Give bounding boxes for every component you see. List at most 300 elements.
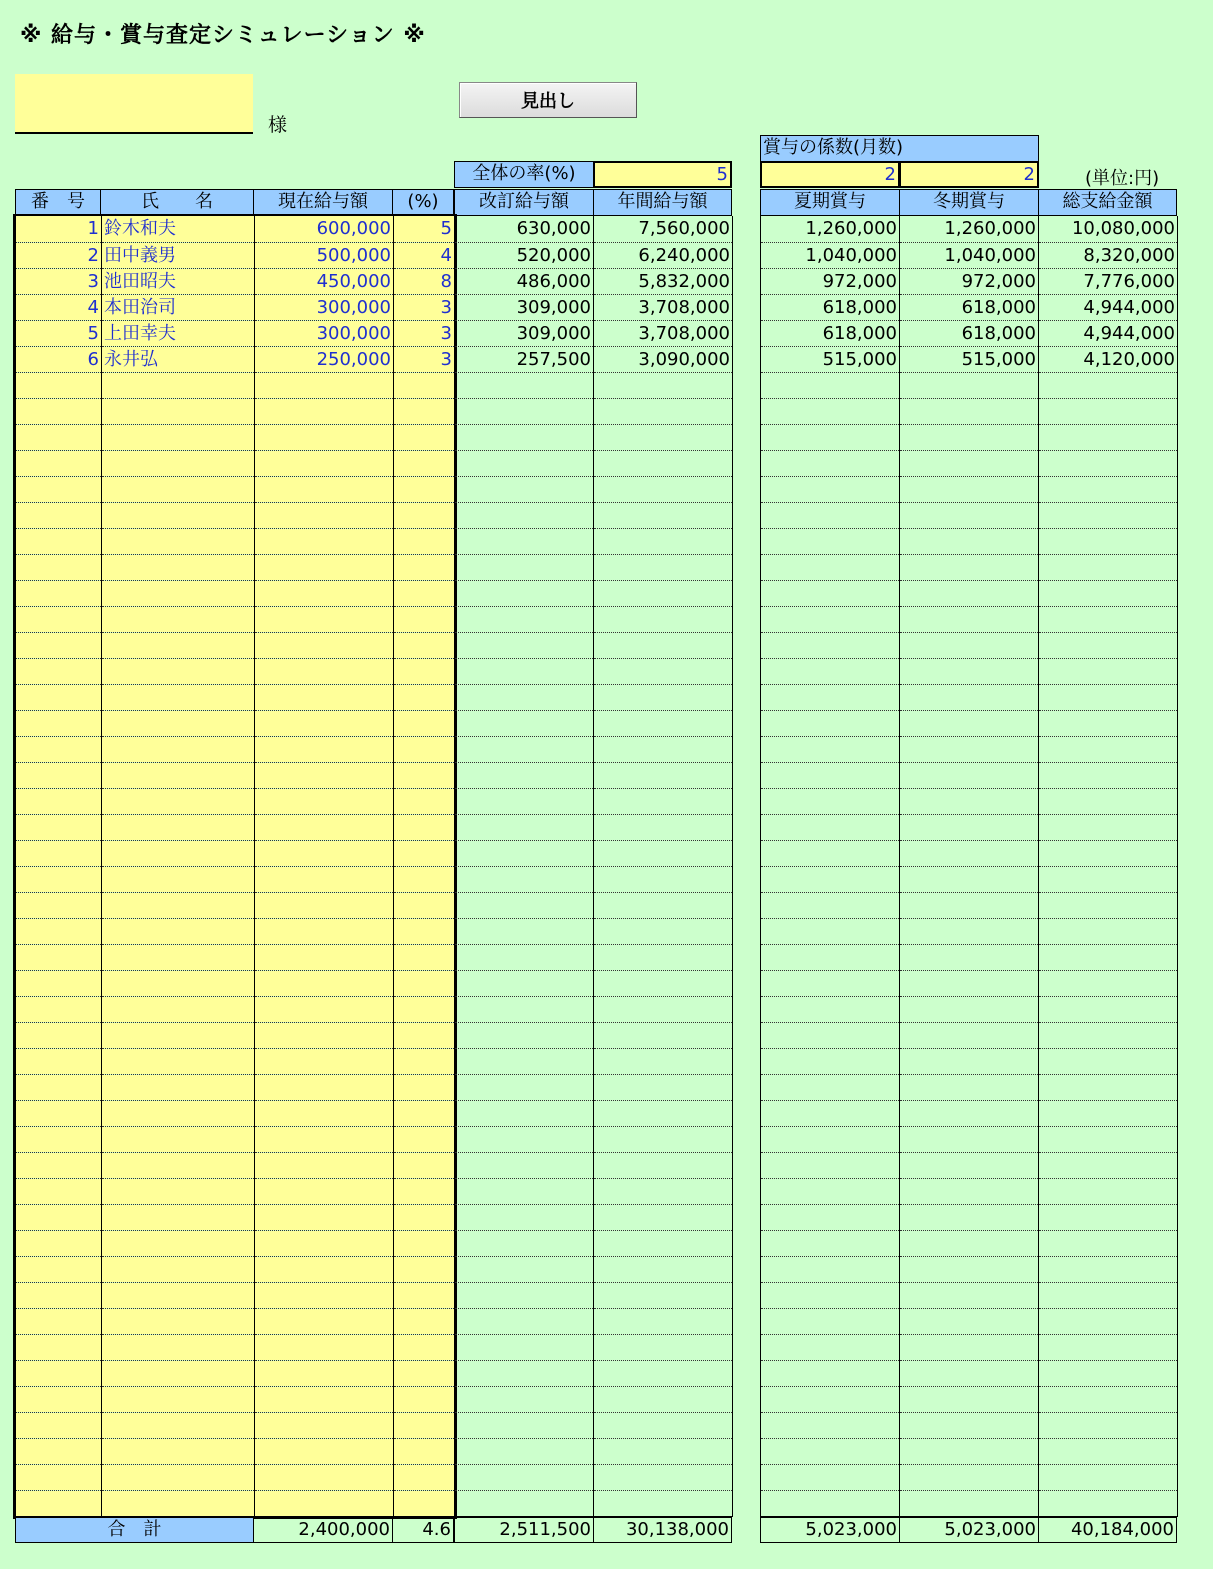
- midashi-button[interactable]: 見出し: [459, 82, 637, 118]
- current-salary-cell[interactable]: [255, 424, 394, 450]
- totals-label: 合 計: [15, 1517, 254, 1543]
- current-salary-cell[interactable]: [255, 554, 394, 580]
- table-row: [455, 1230, 733, 1256]
- raise-pct-cell[interactable]: [394, 398, 455, 424]
- current-salary-cell[interactable]: [255, 1412, 394, 1438]
- current-salary-cell[interactable]: [255, 1464, 394, 1490]
- current-salary-cell[interactable]: [255, 450, 394, 476]
- header-total-pay: 総支給金額: [1038, 189, 1177, 216]
- row-number-cell[interactable]: [16, 1464, 102, 1490]
- current-salary-cell[interactable]: [255, 1048, 394, 1074]
- winter-bonus-cell: [900, 398, 1039, 424]
- current-salary-cell[interactable]: [255, 1360, 394, 1386]
- raise-pct-cell[interactable]: [394, 1074, 455, 1100]
- annual-salary-cell: [594, 476, 733, 502]
- raise-pct-cell[interactable]: [394, 1048, 455, 1074]
- raise-pct-cell[interactable]: [394, 1256, 455, 1282]
- row-number-cell[interactable]: [16, 970, 102, 996]
- current-salary-cell[interactable]: [255, 1256, 394, 1282]
- raise-pct-cell[interactable]: [394, 1022, 455, 1048]
- table-row: [761, 1256, 1178, 1282]
- raise-pct-cell[interactable]: [394, 450, 455, 476]
- employee-name-cell[interactable]: [102, 424, 255, 450]
- table-row: [761, 372, 1178, 398]
- row-number-cell[interactable]: [16, 424, 102, 450]
- current-salary-cell[interactable]: [255, 710, 394, 736]
- row-number-cell[interactable]: [16, 450, 102, 476]
- employee-name-cell[interactable]: [102, 1100, 255, 1126]
- current-salary-cell[interactable]: [255, 1152, 394, 1178]
- table-row: [761, 710, 1178, 736]
- table-row: [761, 736, 1178, 762]
- row-number-cell[interactable]: [16, 502, 102, 528]
- table-row: [455, 294, 733, 320]
- current-salary-cell[interactable]: [255, 892, 394, 918]
- summer-bonus-cell: [761, 1360, 900, 1386]
- winter-bonus-cell: 618,000: [900, 294, 1039, 320]
- current-salary-cell[interactable]: [255, 1230, 394, 1256]
- summer-bonus-cell: [761, 1386, 900, 1412]
- current-salary-cell[interactable]: [255, 632, 394, 658]
- row-number-cell[interactable]: 4: [16, 294, 102, 320]
- summer-bonus-cell: [761, 710, 900, 736]
- current-salary-cell[interactable]: [255, 996, 394, 1022]
- current-salary-cell[interactable]: [255, 1386, 394, 1412]
- row-number-cell[interactable]: [16, 1308, 102, 1334]
- summer-bonus-cell: [761, 580, 900, 606]
- employee-name-cell[interactable]: [102, 710, 255, 736]
- total-pay-cell: 7,776,000: [1039, 268, 1178, 294]
- raise-pct-cell[interactable]: [394, 866, 455, 892]
- raise-pct-cell[interactable]: [394, 528, 455, 554]
- current-salary-cell[interactable]: [255, 866, 394, 892]
- current-salary-cell[interactable]: [255, 1100, 394, 1126]
- winter-bonus-cell: [900, 554, 1039, 580]
- employee-name-cell[interactable]: [102, 1204, 255, 1230]
- row-number-cell[interactable]: 1: [16, 216, 102, 242]
- employee-name-cell[interactable]: 池田昭夫: [102, 268, 255, 294]
- row-number-cell[interactable]: [16, 528, 102, 554]
- employee-name-cell[interactable]: [102, 1178, 255, 1204]
- raise-pct-cell[interactable]: [394, 892, 455, 918]
- annual-salary-cell: [594, 632, 733, 658]
- employee-name-cell[interactable]: 鈴木和夫: [102, 216, 255, 242]
- raise-pct-cell[interactable]: [394, 1490, 455, 1516]
- raise-pct-cell[interactable]: [394, 1386, 455, 1412]
- raise-pct-cell[interactable]: [394, 684, 455, 710]
- row-number-cell[interactable]: [16, 1100, 102, 1126]
- raise-pct-cell[interactable]: [394, 372, 455, 398]
- winter-bonus-cell: [900, 528, 1039, 554]
- current-salary-cell[interactable]: [255, 606, 394, 632]
- revised-salary-cell: [455, 1464, 594, 1490]
- current-salary-cell[interactable]: [255, 970, 394, 996]
- row-number-cell[interactable]: [16, 632, 102, 658]
- table-row: [761, 762, 1178, 788]
- raise-pct-cell[interactable]: [394, 1152, 455, 1178]
- current-salary-cell[interactable]: [255, 1126, 394, 1152]
- total-pay-cell: [1039, 502, 1178, 528]
- raise-pct-cell[interactable]: [394, 1334, 455, 1360]
- row-number-cell[interactable]: [16, 1022, 102, 1048]
- row-number-cell[interactable]: [16, 1230, 102, 1256]
- raise-pct-cell[interactable]: [394, 606, 455, 632]
- employee-name-cell[interactable]: 田中義男: [102, 242, 255, 268]
- current-salary-cell[interactable]: [255, 372, 394, 398]
- raise-pct-cell[interactable]: 4: [394, 242, 455, 268]
- raise-pct-cell[interactable]: [394, 580, 455, 606]
- employee-name-cell[interactable]: 永井弘: [102, 346, 255, 372]
- winter-bonus-cell: [900, 762, 1039, 788]
- employee-name-cell[interactable]: [102, 372, 255, 398]
- employee-name-cell[interactable]: [102, 1490, 255, 1516]
- table-row: [761, 554, 1178, 580]
- raise-pct-cell[interactable]: 3: [394, 294, 455, 320]
- winter-coef-input[interactable]: 2: [899, 161, 1039, 188]
- current-salary-cell[interactable]: [255, 736, 394, 762]
- table-row: [761, 996, 1178, 1022]
- row-number-cell[interactable]: [16, 1048, 102, 1074]
- current-salary-cell[interactable]: [255, 918, 394, 944]
- row-number-cell[interactable]: [16, 554, 102, 580]
- annual-salary-cell: [594, 892, 733, 918]
- row-number-cell[interactable]: [16, 1360, 102, 1386]
- row-number-cell[interactable]: [16, 866, 102, 892]
- employee-name-cell[interactable]: [102, 1360, 255, 1386]
- employee-name-cell[interactable]: [102, 1152, 255, 1178]
- table-row: [16, 580, 455, 606]
- current-salary-cell[interactable]: [255, 398, 394, 424]
- table-row: [761, 970, 1178, 996]
- row-number-cell[interactable]: [16, 372, 102, 398]
- winter-bonus-cell: 972,000: [900, 268, 1039, 294]
- row-number-cell[interactable]: 3: [16, 268, 102, 294]
- row-number-cell[interactable]: [16, 892, 102, 918]
- employee-name-cell[interactable]: [102, 1412, 255, 1438]
- raise-pct-cell[interactable]: [394, 1126, 455, 1152]
- winter-bonus-cell: [900, 736, 1039, 762]
- row-number-cell[interactable]: [16, 580, 102, 606]
- employee-name-cell[interactable]: 上田幸夫: [102, 320, 255, 346]
- employee-name-cell[interactable]: [102, 684, 255, 710]
- raise-pct-cell[interactable]: [394, 814, 455, 840]
- table-row: [16, 294, 455, 320]
- raise-pct-cell[interactable]: [394, 554, 455, 580]
- total-pay-cell: [1039, 1100, 1178, 1126]
- annual-salary-cell: [594, 1334, 733, 1360]
- table-row: [455, 1152, 733, 1178]
- raise-pct-cell[interactable]: [394, 944, 455, 970]
- employee-name-cell[interactable]: [102, 1334, 255, 1360]
- employee-name-cell[interactable]: [102, 1308, 255, 1334]
- row-number-cell[interactable]: [16, 1386, 102, 1412]
- employee-name-cell[interactable]: [102, 1048, 255, 1074]
- raise-pct-cell[interactable]: [394, 1360, 455, 1386]
- current-salary-cell[interactable]: 600,000: [255, 216, 394, 242]
- raise-pct-cell[interactable]: [394, 1100, 455, 1126]
- current-salary-cell[interactable]: [255, 1178, 394, 1204]
- row-number-cell[interactable]: [16, 710, 102, 736]
- employee-name-cell[interactable]: [102, 1256, 255, 1282]
- annual-salary-cell: [594, 710, 733, 736]
- summer-bonus-cell: [761, 1074, 900, 1100]
- row-number-cell[interactable]: [16, 398, 102, 424]
- current-salary-cell[interactable]: [255, 814, 394, 840]
- row-number-cell[interactable]: [16, 736, 102, 762]
- summer-coef-input[interactable]: 2: [760, 161, 900, 188]
- current-salary-cell[interactable]: [255, 1490, 394, 1516]
- table-row: [761, 1178, 1178, 1204]
- current-salary-cell[interactable]: 250,000: [255, 346, 394, 372]
- employee-name-cell[interactable]: [102, 892, 255, 918]
- employee-name-cell[interactable]: [102, 606, 255, 632]
- revised-salary-cell: [455, 606, 594, 632]
- revised-salary-cell: 486,000: [455, 268, 594, 294]
- revised-salary-cell: [455, 372, 594, 398]
- raise-pct-cell[interactable]: [394, 424, 455, 450]
- current-salary-cell[interactable]: [255, 502, 394, 528]
- row-number-cell[interactable]: 5: [16, 320, 102, 346]
- employee-name-cell[interactable]: [102, 840, 255, 866]
- revised-salary-cell: [455, 710, 594, 736]
- current-salary-cell[interactable]: [255, 476, 394, 502]
- header-winter-bonus: 冬期賞与: [899, 189, 1039, 216]
- raise-pct-cell[interactable]: 8: [394, 268, 455, 294]
- row-number-cell[interactable]: [16, 944, 102, 970]
- raise-pct-cell[interactable]: [394, 736, 455, 762]
- employee-name-cell[interactable]: [102, 1022, 255, 1048]
- row-number-cell[interactable]: 2: [16, 242, 102, 268]
- employee-name-cell[interactable]: [102, 1438, 255, 1464]
- employee-name-cell[interactable]: [102, 632, 255, 658]
- employee-name-cell[interactable]: [102, 502, 255, 528]
- row-number-cell[interactable]: [16, 996, 102, 1022]
- employee-name-cell[interactable]: [102, 736, 255, 762]
- row-number-cell[interactable]: 6: [16, 346, 102, 372]
- summer-bonus-cell: [761, 814, 900, 840]
- table-row: [16, 996, 455, 1022]
- revised-salary-cell: [455, 892, 594, 918]
- employee-name-cell[interactable]: [102, 866, 255, 892]
- employee-name-cell[interactable]: [102, 476, 255, 502]
- current-salary-cell[interactable]: [255, 1282, 394, 1308]
- annual-salary-cell: [594, 1230, 733, 1256]
- total-pay-cell: [1039, 736, 1178, 762]
- raise-pct-cell[interactable]: [394, 476, 455, 502]
- table-row: [16, 710, 455, 736]
- total-pay-cell: [1039, 788, 1178, 814]
- current-salary-cell[interactable]: [255, 1334, 394, 1360]
- raise-pct-cell[interactable]: [394, 1308, 455, 1334]
- table-row: [455, 866, 733, 892]
- annual-salary-cell: [594, 918, 733, 944]
- table-row: [16, 814, 455, 840]
- employee-name-cell[interactable]: [102, 398, 255, 424]
- raise-pct-cell[interactable]: [394, 1178, 455, 1204]
- summer-bonus-cell: [761, 1152, 900, 1178]
- raise-pct-cell[interactable]: [394, 762, 455, 788]
- current-salary-cell[interactable]: 300,000: [255, 294, 394, 320]
- winter-bonus-cell: [900, 840, 1039, 866]
- header-summer-bonus: 夏期賞与: [760, 189, 900, 216]
- raise-pct-cell[interactable]: [394, 632, 455, 658]
- row-number-cell[interactable]: [16, 1438, 102, 1464]
- summer-bonus-cell: [761, 1100, 900, 1126]
- annual-salary-cell: [594, 736, 733, 762]
- current-salary-cell[interactable]: [255, 1074, 394, 1100]
- current-salary-cell[interactable]: [255, 580, 394, 606]
- employee-name-cell[interactable]: [102, 1282, 255, 1308]
- current-salary-cell[interactable]: [255, 658, 394, 684]
- revised-salary-cell: [455, 814, 594, 840]
- employee-name-cell[interactable]: [102, 1464, 255, 1490]
- total-pay-cell: [1039, 450, 1178, 476]
- employee-name-cell[interactable]: 本田治司: [102, 294, 255, 320]
- current-salary-cell[interactable]: 300,000: [255, 320, 394, 346]
- total-pay-cell: [1039, 398, 1178, 424]
- row-number-cell[interactable]: [16, 762, 102, 788]
- raise-pct-cell[interactable]: [394, 1204, 455, 1230]
- current-salary-cell[interactable]: [255, 684, 394, 710]
- summer-bonus-cell: [761, 1334, 900, 1360]
- annual-salary-cell: [594, 1438, 733, 1464]
- revised-salary-cell: [455, 1386, 594, 1412]
- total-pay-cell: 10,080,000: [1039, 216, 1178, 242]
- revised-salary-cell: [455, 788, 594, 814]
- total-pay-cell: [1039, 996, 1178, 1022]
- raise-pct-cell[interactable]: [394, 918, 455, 944]
- employee-name-cell[interactable]: [102, 970, 255, 996]
- employee-name-cell[interactable]: [102, 554, 255, 580]
- row-number-cell[interactable]: [16, 1490, 102, 1516]
- raise-pct-cell[interactable]: [394, 502, 455, 528]
- row-number-cell[interactable]: [16, 658, 102, 684]
- employee-name-cell[interactable]: [102, 1126, 255, 1152]
- total-pay-cell: [1039, 1230, 1178, 1256]
- summer-bonus-cell: [761, 1490, 900, 1516]
- summer-bonus-cell: 618,000: [761, 294, 900, 320]
- current-salary-cell[interactable]: [255, 528, 394, 554]
- table-row: [455, 996, 733, 1022]
- table-row: [761, 1464, 1178, 1490]
- raise-pct-cell[interactable]: 3: [394, 320, 455, 346]
- table-row: [761, 398, 1178, 424]
- row-number-cell[interactable]: [16, 918, 102, 944]
- employee-name-cell[interactable]: [102, 762, 255, 788]
- current-salary-cell[interactable]: [255, 840, 394, 866]
- row-number-cell[interactable]: [16, 476, 102, 502]
- row-number-cell[interactable]: [16, 840, 102, 866]
- raise-pct-cell[interactable]: [394, 1412, 455, 1438]
- total-pay-cell: [1039, 1126, 1178, 1152]
- header-pct: (%): [392, 189, 454, 216]
- annual-salary-cell: [594, 866, 733, 892]
- overall-rate-input[interactable]: 5: [593, 161, 732, 188]
- employee-name-cell[interactable]: [102, 1230, 255, 1256]
- row-number-cell[interactable]: [16, 684, 102, 710]
- table-row: [16, 268, 455, 294]
- winter-bonus-cell: [900, 944, 1039, 970]
- employee-name-cell[interactable]: [102, 1074, 255, 1100]
- current-salary-cell[interactable]: [255, 1022, 394, 1048]
- row-number-cell[interactable]: [16, 1152, 102, 1178]
- customer-name-input[interactable]: [15, 74, 253, 134]
- employee-name-cell[interactable]: [102, 788, 255, 814]
- raise-pct-cell[interactable]: [394, 788, 455, 814]
- current-salary-cell[interactable]: [255, 944, 394, 970]
- raise-pct-cell[interactable]: [394, 1438, 455, 1464]
- current-salary-cell[interactable]: [255, 1204, 394, 1230]
- winter-bonus-cell: [900, 580, 1039, 606]
- row-number-cell[interactable]: [16, 1178, 102, 1204]
- total-pay-cell: [1039, 944, 1178, 970]
- employee-name-cell[interactable]: [102, 658, 255, 684]
- employee-name-cell[interactable]: [102, 996, 255, 1022]
- table-row: [455, 1308, 733, 1334]
- row-number-cell[interactable]: [16, 606, 102, 632]
- raise-pct-cell[interactable]: [394, 840, 455, 866]
- employee-name-cell[interactable]: [102, 580, 255, 606]
- table-row: [16, 632, 455, 658]
- raise-pct-cell[interactable]: [394, 970, 455, 996]
- raise-pct-cell[interactable]: [394, 1230, 455, 1256]
- total-pay-cell: [1039, 1360, 1178, 1386]
- table-row: [16, 398, 455, 424]
- winter-bonus-cell: [900, 1360, 1039, 1386]
- raise-pct-cell[interactable]: [394, 996, 455, 1022]
- current-salary-cell[interactable]: 450,000: [255, 268, 394, 294]
- raise-pct-cell[interactable]: 3: [394, 346, 455, 372]
- row-number-cell[interactable]: [16, 788, 102, 814]
- table-row: [455, 1490, 733, 1516]
- row-number-cell[interactable]: [16, 1282, 102, 1308]
- row-number-cell[interactable]: [16, 1412, 102, 1438]
- unit-label: (単位:円): [1085, 168, 1160, 189]
- winter-bonus-cell: [900, 996, 1039, 1022]
- total-revised: 2,511,500: [454, 1517, 594, 1543]
- row-number-cell[interactable]: [16, 1204, 102, 1230]
- raise-pct-cell[interactable]: [394, 658, 455, 684]
- current-salary-cell[interactable]: [255, 1438, 394, 1464]
- row-number-cell[interactable]: [16, 1256, 102, 1282]
- raise-pct-cell[interactable]: [394, 710, 455, 736]
- winter-bonus-cell: [900, 710, 1039, 736]
- current-salary-cell[interactable]: [255, 788, 394, 814]
- row-number-cell[interactable]: [16, 1126, 102, 1152]
- summer-bonus-cell: [761, 944, 900, 970]
- row-number-cell[interactable]: [16, 1334, 102, 1360]
- table-row: [761, 788, 1178, 814]
- employee-name-cell[interactable]: [102, 450, 255, 476]
- current-salary-cell[interactable]: 500,000: [255, 242, 394, 268]
- table-row: [16, 1412, 455, 1438]
- current-salary-cell[interactable]: [255, 1308, 394, 1334]
- row-number-cell[interactable]: [16, 814, 102, 840]
- raise-pct-cell[interactable]: 5: [394, 216, 455, 242]
- employee-name-cell[interactable]: [102, 1386, 255, 1412]
- raise-pct-cell[interactable]: [394, 1282, 455, 1308]
- employee-name-cell[interactable]: [102, 814, 255, 840]
- employee-name-cell[interactable]: [102, 528, 255, 554]
- header-revised-salary: 改訂給与額: [454, 189, 594, 216]
- employee-name-cell[interactable]: [102, 944, 255, 970]
- raise-pct-cell[interactable]: [394, 1464, 455, 1490]
- employee-name-cell[interactable]: [102, 918, 255, 944]
- current-salary-cell[interactable]: [255, 762, 394, 788]
- revised-salary-cell: 257,500: [455, 346, 594, 372]
- row-number-cell[interactable]: [16, 1074, 102, 1100]
- table-row: [761, 918, 1178, 944]
